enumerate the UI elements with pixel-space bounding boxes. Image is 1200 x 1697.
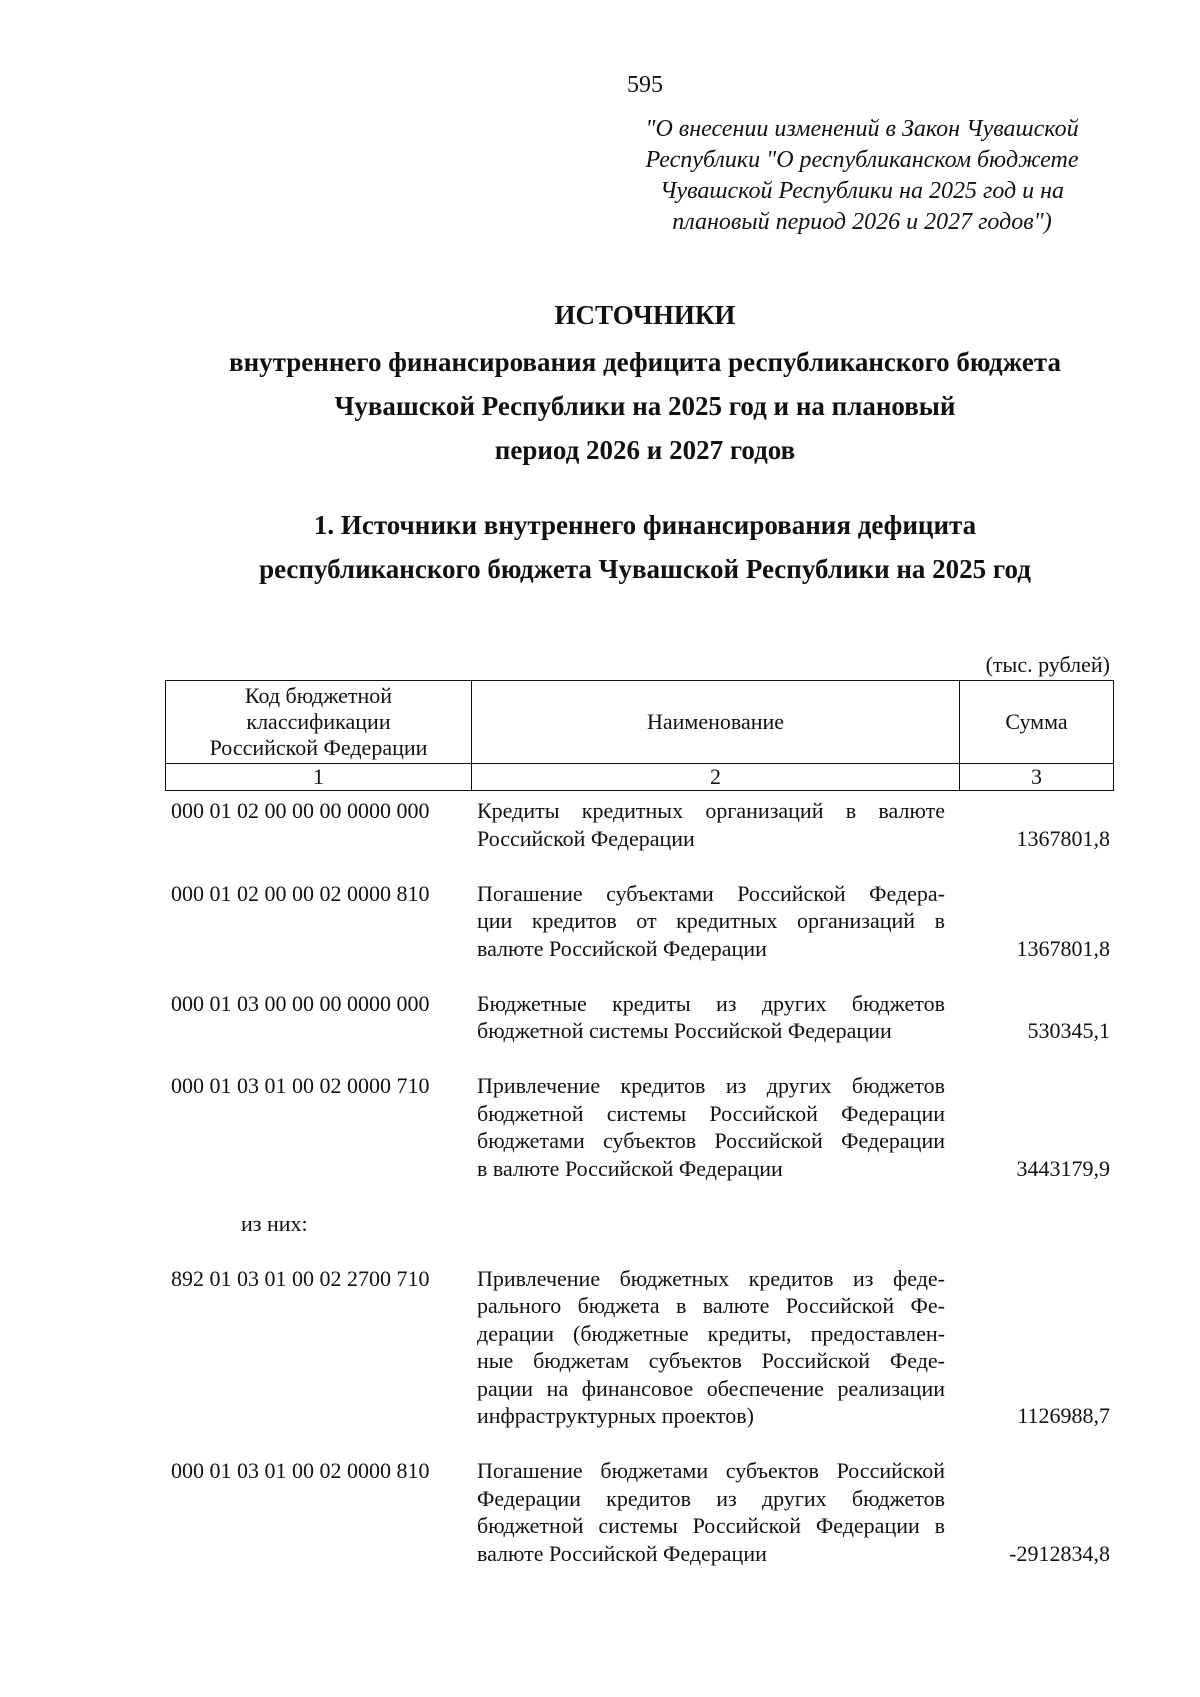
law-reference-line: плановый период 2026 и 2027 годов") xyxy=(672,209,1052,235)
row-name-line: дерации (бюджетные кредиты, предоставлен- xyxy=(477,1320,945,1346)
table-row xyxy=(165,1457,1113,1567)
column-number: 2 xyxy=(472,764,960,791)
title-line: период 2026 и 2027 годов xyxy=(494,435,796,465)
row-name-line: Российской Федерации xyxy=(477,825,695,851)
column-number: 1 xyxy=(166,764,472,791)
section-heading-line: республиканского бюджета Чувашской Республики на 2025 год xyxy=(259,554,1031,584)
row-amount: 530345,1 xyxy=(1027,1018,1110,1043)
row-name-line: валюте Российской Федерации xyxy=(477,935,767,961)
header-code-line: Код бюджетной xyxy=(244,683,393,708)
row-name-line: Погашение субъектами Российской Федера- xyxy=(477,880,945,906)
row-code: 892 01 03 01 00 02 2700 710 xyxy=(171,1265,430,1291)
section-heading xyxy=(0,503,1200,591)
row-name xyxy=(469,990,945,1045)
law-reference-line: Республики "О республиканском бюджете xyxy=(645,147,1079,173)
row-name-line: бюджетами субъектов Российской Федерации xyxy=(477,1128,945,1153)
header-code xyxy=(166,681,472,764)
row-amount: 1126988,7 xyxy=(1017,1403,1110,1428)
subnote: из них: xyxy=(241,1210,308,1236)
header-code-line: классификации xyxy=(246,709,391,734)
row-name-line: бюджетной системы Российской Федерации в xyxy=(477,1513,945,1538)
row-name xyxy=(469,797,945,852)
header-code-line: Российской Федерации xyxy=(209,735,428,760)
row-code: 000 01 03 00 00 00 0000 000 xyxy=(171,990,430,1016)
row-code: 000 01 02 00 00 00 0000 000 xyxy=(171,798,430,823)
row-name-line: Погашение бюджетами субъектов Российской xyxy=(477,1458,945,1483)
row-name xyxy=(469,1265,945,1430)
law-reference xyxy=(612,114,1112,238)
law-reference-line: "О внесении изменений в Закон Чувашской xyxy=(645,116,1079,142)
title-line: внутреннего финансирования дефицита республиканского бюджета xyxy=(229,347,1061,377)
row-name-line: рального бюджета в валюте Российской Фе- xyxy=(477,1293,945,1318)
row-amount: 1367801,8 xyxy=(1016,935,1110,961)
row-code: 000 01 02 00 00 02 0000 810 xyxy=(171,880,430,906)
row-name-line: рации на финансовое обеспечение реализации xyxy=(477,1375,945,1401)
row-amount: 1367801,8 xyxy=(1016,825,1110,851)
law-reference-line: Чувашской Республики на 2025 год и на xyxy=(659,178,1065,204)
row-name-line: Федерации кредитов из других бюджетов xyxy=(477,1485,945,1511)
table-header xyxy=(165,680,1114,791)
table-row xyxy=(165,1265,1113,1430)
row-name-line: ные бюджетам субъектов Российской Феде- xyxy=(477,1348,945,1373)
row-name-line: бюджетной системы Российской Федерации xyxy=(477,1100,945,1126)
title-line: Чувашской Республики на 2025 год и на плановый xyxy=(334,391,956,421)
header-amount: Сумма xyxy=(960,681,1114,764)
row-name xyxy=(469,1457,945,1567)
row-name-line: валюте Российской Федерации xyxy=(477,1540,767,1566)
row-name-line: инфраструктурных проектов) xyxy=(477,1403,754,1428)
table-row xyxy=(165,990,1113,1045)
row-name-line: ции кредитов от кредитных организаций в xyxy=(477,908,945,933)
row-name-line: Привлечение бюджетных кредитов из феде- xyxy=(477,1265,945,1291)
header-name: Наименование xyxy=(472,681,960,764)
row-name-line: Бюджетные кредиты из других бюджетов xyxy=(477,990,945,1016)
row-code: 000 01 03 01 00 02 0000 710 xyxy=(171,1073,430,1098)
title-subtitle xyxy=(0,340,1200,472)
row-amount: -2912834,8 xyxy=(1009,1540,1110,1566)
table-row xyxy=(165,797,1113,852)
table-row xyxy=(165,1072,1113,1182)
row-name-line: в валюте Российской Федерации xyxy=(477,1155,783,1181)
row-code: 000 01 03 01 00 02 0000 810 xyxy=(171,1458,430,1483)
row-name-line: Кредиты кредитных организаций в валюте xyxy=(477,798,945,823)
table-row xyxy=(165,880,1113,963)
page-number: 595 xyxy=(627,72,663,98)
row-name xyxy=(469,1072,945,1182)
table-body xyxy=(165,797,1113,1567)
row-name-line: бюджетной системы Российской Федерации xyxy=(477,1018,892,1043)
row-name xyxy=(469,880,945,963)
title-main: ИСТОЧНИКИ xyxy=(554,300,736,330)
units-label: (тыс. рублей) xyxy=(985,652,1110,677)
row-amount: 3443179,9 xyxy=(1016,1155,1110,1181)
section-heading-line: 1. Источники внутреннего финансирования дефицита xyxy=(313,510,977,540)
row-name-line: Привлечение кредитов из других бюджетов xyxy=(477,1073,945,1098)
column-number: 3 xyxy=(960,764,1114,791)
document-title xyxy=(0,298,1200,472)
